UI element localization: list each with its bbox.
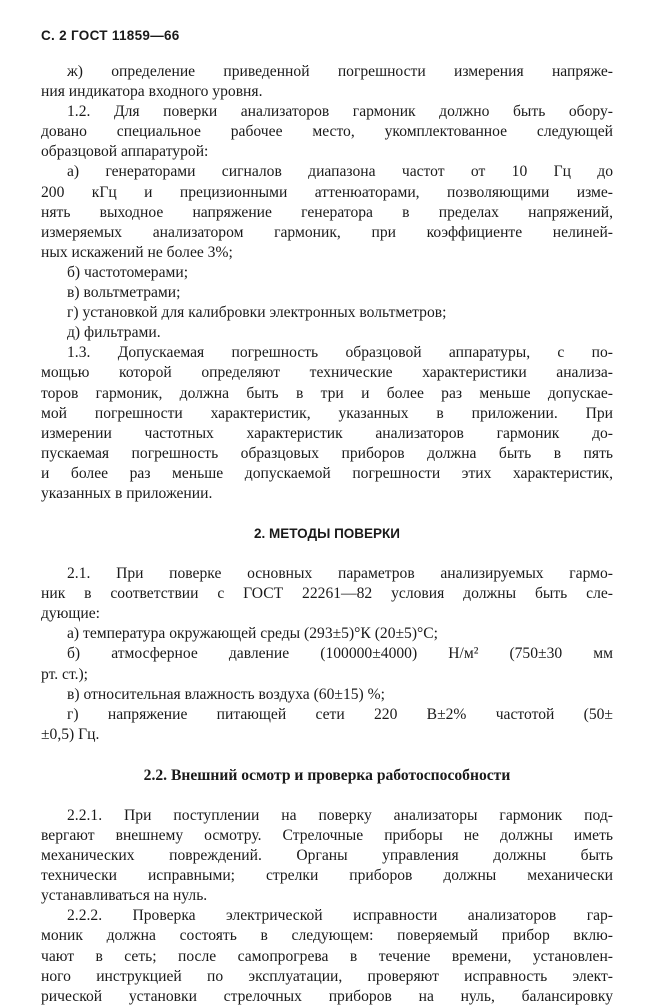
paragraph-2-2-2-line: моник должна состоять в следующем: поверяемый прибор вклю- — [41, 927, 613, 945]
paragraph-2-2-1-line: 2.2.1. При поступлении на поверку анализаторы гармоник под- — [67, 806, 613, 824]
paragraph-2-2-2-line: чают в сеть; после самопрогрева в течение времени, установлен- — [41, 947, 613, 965]
condition-g-line: г) напряжение питающей сети 220 В±2% частотой (50± — [67, 705, 613, 723]
paragraph-2-2-1-line: вергают внешнему осмотру. Стрелочные приборы не должны иметь — [41, 827, 613, 844]
paragraph-1-2-line: 1.2. Для поверки анализаторов гармоник должно быть обору- — [67, 103, 613, 121]
paragraph-2-2-2-line: ного инструкцией по эксплуатации, проверяют исправность элект- — [41, 967, 613, 985]
section-2-heading: 2. МЕТОДЫ ПОВЕРКИ — [254, 526, 400, 542]
paragraph-2-2-1-line: технически исправными; стрелки приборов должны механически — [41, 867, 613, 885]
paragraph-2-1-line: 2.1. При поверке основных параметров анализируемых гармо- — [67, 565, 613, 583]
condition-b-line: рт. ст.); — [41, 665, 89, 683]
item-a-line: ных искажений не более 3%; — [41, 243, 233, 261]
condition-b-line: б) атмосферное давление (100000±4000) Н/м² (750±30 мм — [67, 645, 613, 663]
item-b: б) частотомерами; — [67, 263, 189, 281]
paragraph-1-3-line: указанных в приложении. — [41, 484, 213, 502]
item-zh-line: ния индикатора входного уровня. — [41, 83, 263, 101]
paragraph-1-2-line: довано специальное рабочее место, укомплектованное следующей — [41, 123, 613, 141]
paragraph-2-2-2-line: 2.2.2. Проверка электрической исправности анализаторов гар- — [67, 907, 613, 925]
paragraph-1-3-line: торов гармоник, должна быть в три и более раз меньше допускае- — [41, 384, 613, 402]
paragraph-1-2-line: образцовой аппаратурой: — [41, 143, 209, 161]
paragraph-1-3-line: мой погрешности характеристик, указанных в приложении. При — [41, 404, 613, 422]
condition-a: а) температура окружающей среды (293±5)°К (20±5)°С; — [67, 625, 439, 643]
paragraph-1-3-line: мощью которой определяют технические характеристики анализа- — [41, 364, 613, 382]
item-d: д) фильтрами. — [67, 324, 161, 342]
page-body — [41, 62, 613, 1007]
subsection-2-2-heading: 2.2. Внешний осмотр и проверка работоспособности — [143, 766, 511, 784]
item-g: г) установкой для калибровки электронных вольтметров; — [67, 304, 447, 322]
item-a-line: 200 кГц и прецизионными аттенюаторами, позволяющими изме- — [41, 183, 613, 201]
item-a-line: а) генераторами сигналов диапазона частот от 10 Гц до — [67, 163, 613, 181]
item-v: в) вольтметрами; — [67, 284, 181, 302]
page-header: С. 2 ГОСТ 11859—66 — [41, 28, 180, 43]
condition-v: в) относительная влажность воздуха (60±15) %; — [67, 685, 385, 703]
paragraph-2-1-line: дующие: — [41, 605, 100, 623]
paragraph-1-3-line: пускаемая погрешность образцовых приборов должна быть в пять — [41, 444, 613, 462]
condition-g-line: ±0,5) Гц. — [41, 725, 100, 743]
item-zh-line: ж) определение приведенной погрешности измерения напряже- — [67, 63, 613, 80]
item-a-line: измеряемых анализатором гармоник, при коэффициенте нелиней- — [41, 223, 613, 241]
paragraph-2-1-line: ник в соответствии с ГОСТ 22261—82 условия должны быть сле- — [41, 585, 613, 603]
paragraph-2-2-1-line: механических повреждений. Органы управления должны быть — [41, 847, 613, 865]
paragraph-1-3-line: и более раз меньше допускаемой погрешности этих характеристик, — [41, 464, 613, 482]
paragraph-1-3-line: 1.3. Допускаемая погрешность образцовой аппаратуры, с по- — [67, 344, 613, 362]
paragraph-1-3-line: измерении частотных характеристик анализаторов гармоник до- — [41, 424, 613, 442]
paragraph-2-2-1-line: устанавливаться на нуль. — [41, 887, 208, 905]
paragraph-2-2-2-line: рической установки стрелочных приборов на нуль, балансировку — [41, 987, 613, 1005]
item-a-line: нять выходное напряжение генератора в пределах напряжений, — [41, 203, 613, 221]
